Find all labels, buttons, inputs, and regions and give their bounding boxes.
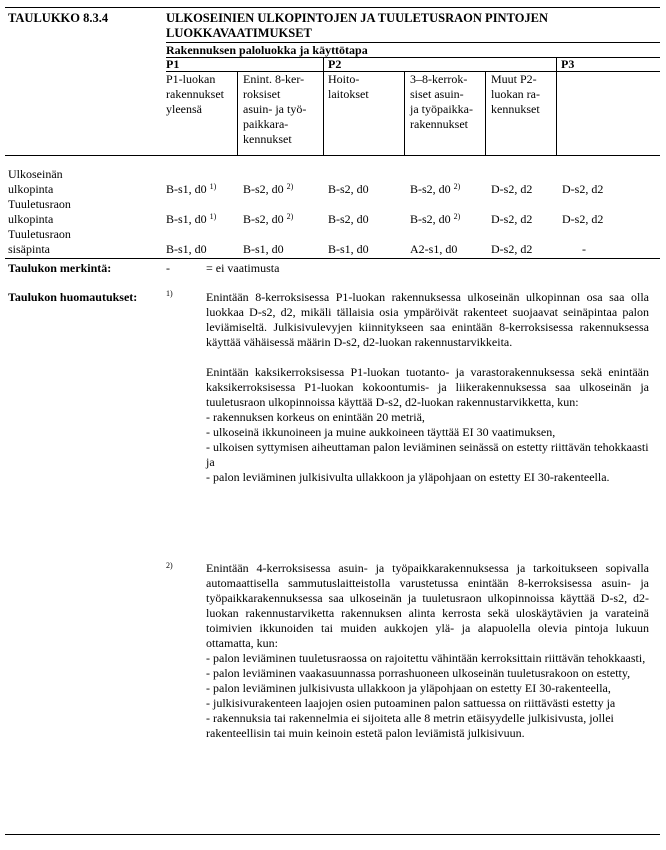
note-bullet: - palon leviäminen julkisivusta ullakkoon ja yläpohjaan on estetty EI 30-rakenteella, (206, 681, 611, 695)
table-cell: B-s2, d0 (328, 212, 369, 226)
legend-label: Taulukon merkintä: (8, 261, 112, 275)
note-paragraph: Enintään kaksikerroksisessa P1-luokan tuotanto- ja varastorakennuksessa sekä enintään kaksikerroksisessa P1-luokan kokoontumis- ja liikerakennuksessa saa ulkoseinän ja tuuletusraon ulkopinnoissa käyttää D-s2, d2-luokan rakennustarvikketta, kun: (206, 365, 649, 409)
legend-meaning: = ei vaatimusta (206, 261, 280, 275)
col-header-5: Muut P2- luokan ra- kennukset (491, 72, 540, 116)
table-title: ULKOSEINIEN ULKOPINTOJEN JA TUULETUSRAON PINTOJEN LUOKKAVAATIMUKSET (166, 11, 549, 40)
col-header-4: 3–8-kerrok- siset asuin- ja työpaikka- rakennukset (410, 72, 473, 131)
note-paragraph: Enintään 8-kerroksisessa P1-luokan rakennuksessa ulkoseinän ulkopinnan osa saa olla luokkaa D-s2, d2, mikäli tällaisia osia ympäröivät rakenteet suojaavat seinäpintaa palon leviämiseltä. Julkisivulevyjen kiinnitykseen saa enintään 8-kerroksisessa rakennuksessa käyttää vähäisessä määrin D-s2, d2-luokan rakennustarvikkeita. (206, 290, 649, 349)
table-cell: - (582, 242, 586, 256)
row-label: Tuuletusraon ulkopinta (8, 197, 71, 226)
note-bullet: - rakennuksia tai rakennelmia ei sijoiteta alle 8 metrin etäisyydelle julkisivusta, jollei rakenteellisin tai muin keinoin estetä palon leviämistä julkisivuun. (206, 711, 614, 740)
table-cell: D-s2, d2 (562, 182, 604, 196)
col-divider (556, 57, 557, 155)
row-label: Tuuletusraon sisäpinta (8, 227, 71, 256)
table-cell: D-s2, d2 (491, 212, 533, 226)
table-cell: B-s2, d0 $^{2)}$ (243, 182, 294, 196)
note-bullet: - julkisivurakenteen laajojen osien putoaminen palon sattuessa on riittävästi estetty ja (206, 696, 616, 710)
table-cell: B-s1, d0 $^{1)}$ (166, 212, 217, 226)
table-cell: D-s2, d2 (562, 212, 604, 226)
body-rule (5, 258, 660, 259)
table-cell: B-s2, d0 $^{2)}$ (243, 212, 294, 226)
note-bullet: - ulkoseinä ikkunoineen ja muine aukkoineen täyttää EI 30 vaatimuksen, (206, 425, 556, 439)
table-cell: B-s2, d0 $^{2)}$ (410, 212, 461, 226)
table-cell: B-s1, d0 (243, 242, 284, 256)
note-paragraph: Enintään 4-kerroksisessa asuin- ja työpaikkarakennuksessa ja tarkoitukseen sopivalla automaattisella sammutuslaitteistolla varustetussa enintään 8-kerroksisessa asuin- ja työpaikkarakennuksessa saa ulkoseinän ja tuuletusraon ulkopinnoissa käyttää D-s2, d2-luokan rakennustarviketta rakennuksen alinta kerrosta sekä uloskäytävien ja varateinä toimivien ikkunoiden tai muiden aukkojen ylä- ja alapuolella olevia pintoja lukuun ottamatta, kun: (206, 561, 649, 650)
group-header: Rakennuksen paloluokka ja käyttötapa (166, 43, 368, 57)
table-cell: B-s2, d0 $^{2)}$ (410, 182, 461, 196)
table-cell: B-s1, d0 (328, 242, 369, 256)
header-rule (5, 155, 660, 156)
note-1 (206, 290, 649, 485)
col-divider (404, 71, 405, 155)
class-p3: P3 (561, 57, 575, 71)
class-p1: P1 (166, 57, 180, 71)
table-cell: A2-s1, d0 (410, 242, 458, 256)
col-header-2: Enint. 8-ker- roksiset asuin- ja työ- paikkara- kennukset (243, 72, 307, 146)
bottom-rule (5, 834, 660, 835)
table-cell: B-s1, d0 $^{1)}$ (166, 182, 217, 196)
note-2 (206, 561, 649, 741)
col-divider (323, 57, 324, 155)
note-marker: 2) (166, 561, 173, 570)
legend-symbol: - (166, 261, 170, 275)
col-divider (237, 71, 238, 155)
top-rule (5, 7, 660, 8)
note-bullet: - palon leviäminen julkisivulta ullakkoon ja yläpohjaan on estetty EI 30-rakenteella. (206, 470, 610, 484)
note-bullet: - rakennuksen korkeus on enintään 20 metriä, (206, 410, 425, 424)
col-header-3: Hoito- laitokset (328, 72, 369, 101)
row-label: Ulkoseinän ulkopinta (8, 167, 63, 196)
table-cell: B-s2, d0 (328, 182, 369, 196)
class-p2: P2 (328, 57, 342, 71)
table-cell: D-s2, d2 (491, 242, 533, 256)
note-bullet: - ulkoisen syttymisen aiheuttaman palon leviäminen seinässä on estetty riittävän tehokkaasti ja (206, 440, 649, 469)
notes-label: Taulukon huomautukset: (8, 290, 138, 304)
note-bullet: - palon leviäminen tuuletusraossa on rajoitettu vähintään kerroksittain riittävän tehokkaasti, (206, 651, 646, 665)
group-rule (166, 57, 660, 58)
col-divider (485, 71, 486, 155)
col-header-1: P1-luokan rakennukset yleensä (166, 72, 224, 116)
table-cell: B-s1, d0 (166, 242, 207, 256)
note-bullet: - palon leviäminen vaakasuunnassa porrashuoneen ulkoseinän tuuletusrakoon on estetty, (206, 666, 631, 680)
note-marker: 1) (166, 289, 173, 298)
table-id: TAULUKKO 8.3.4 (8, 11, 109, 25)
table-cell: D-s2, d2 (491, 182, 533, 196)
